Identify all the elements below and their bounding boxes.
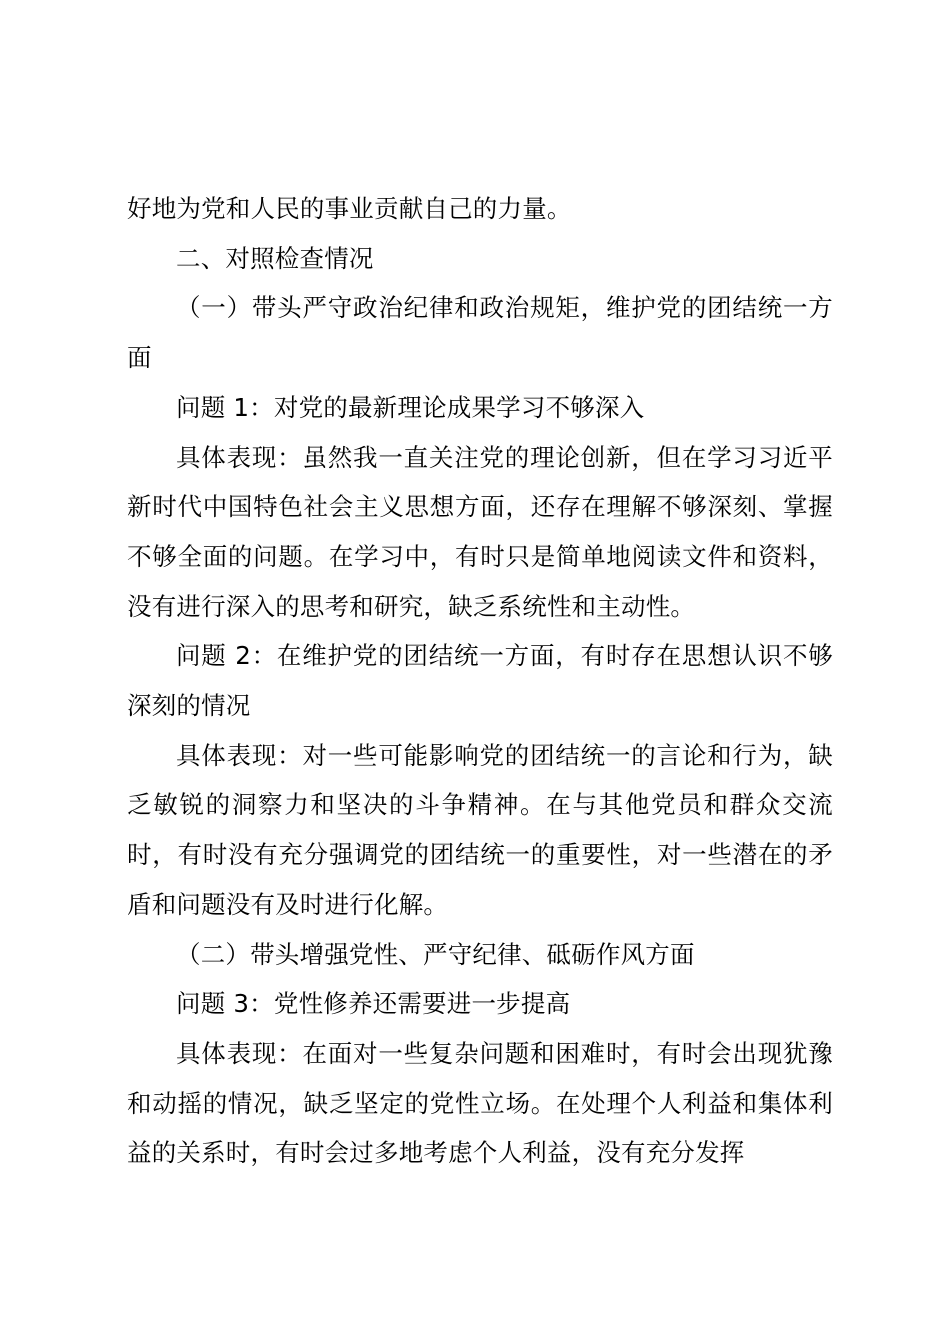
document-body xyxy=(127,184,833,1178)
issue-3-detail: 具体表现：在面对一些复杂问题和困难时，有时会出现犹豫和动摇的情况，缺乏坚定的党性立场。在处理个人利益和集体利益的关系时，有时会过多地考虑个人利益，没有充分发挥 xyxy=(127,1038,833,1168)
subsection-heading-1: （一）带头严守政治纪律和政治规矩，维护党的团结统一方面 xyxy=(127,293,833,373)
subsection-heading-2: （二）带头增强党性、严守纪律、砥砺作风方面 xyxy=(176,939,695,969)
section-heading-2: 二、对照检查情况 xyxy=(176,243,374,273)
issue-3-heading: 问题 3：党性修养还需要进一步提高 xyxy=(176,989,571,1019)
issue-1-detail: 具体表现：虽然我一直关注党的理论创新，但在学习习近平新时代中国特色社会主义思想方面，还存在理解不够深刻、掌握不够全面的问题。在学习中，有时只是简单地阅读文件和资料，没有进行深入的思考和研究，缺乏系统性和主动性。 xyxy=(127,442,833,621)
issue-2-detail: 具体表现：对一些可能影响党的团结统一的言论和行为，缺乏敏锐的洞察力和坚决的斗争精神。在与其他党员和群众交流时，有时没有充分强调党的团结统一的重要性，对一些潜在的矛盾和问题没有及时进行化解。 xyxy=(127,740,833,919)
issue-1-heading: 问题 1：对党的最新理论成果学习不够深入 xyxy=(176,392,645,422)
paragraph-continuation: 好地为党和人民的事业贡献自己的力量。 xyxy=(127,194,572,223)
issue-2-heading: 问题 2：在维护党的团结统一方面，有时存在思想认识不够深刻的情况 xyxy=(127,641,833,721)
